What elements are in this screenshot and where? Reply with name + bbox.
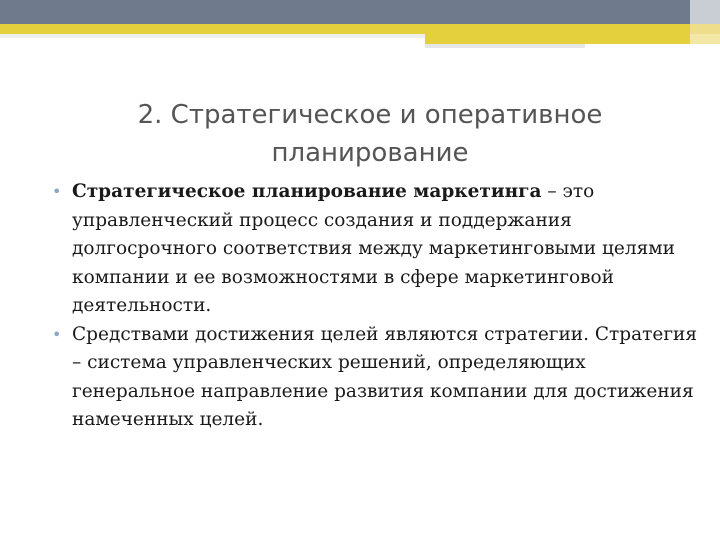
slide-title-line-1: 2. Стратегическое и оперативное (137, 100, 603, 130)
accent-stripe-corner (690, 24, 720, 34)
accent-band-corner (690, 34, 720, 44)
bullet-item (48, 178, 708, 321)
bullet-text: – это управленческий процесс создания и поддержания долгосрочного соответствия между маркетинговыми целями компании и ее возможностями в сфере маркетинговой деятельности. (72, 181, 675, 316)
header-bar (0, 0, 720, 24)
bullet-text: Средствами достижения целей являются стратегии. Стратегия – система управленческих решений, определяющих генеральное направление развития компании для достижения намеченных целей. (72, 323, 698, 430)
divider-line (0, 34, 425, 38)
accent-stripe (0, 24, 720, 34)
bullet-item (48, 321, 708, 435)
bullet-list (48, 178, 708, 435)
header-bar-corner (690, 0, 720, 24)
bullet-term: Стратегическое планирование маркетинга (72, 181, 542, 202)
accent-band (425, 34, 720, 44)
bullet-icon: • (52, 324, 62, 344)
slide-title (60, 96, 680, 172)
divider-line-secondary (425, 44, 585, 48)
bullet-icon: • (52, 182, 62, 201)
slide-title-line-2: планирование (271, 138, 469, 168)
